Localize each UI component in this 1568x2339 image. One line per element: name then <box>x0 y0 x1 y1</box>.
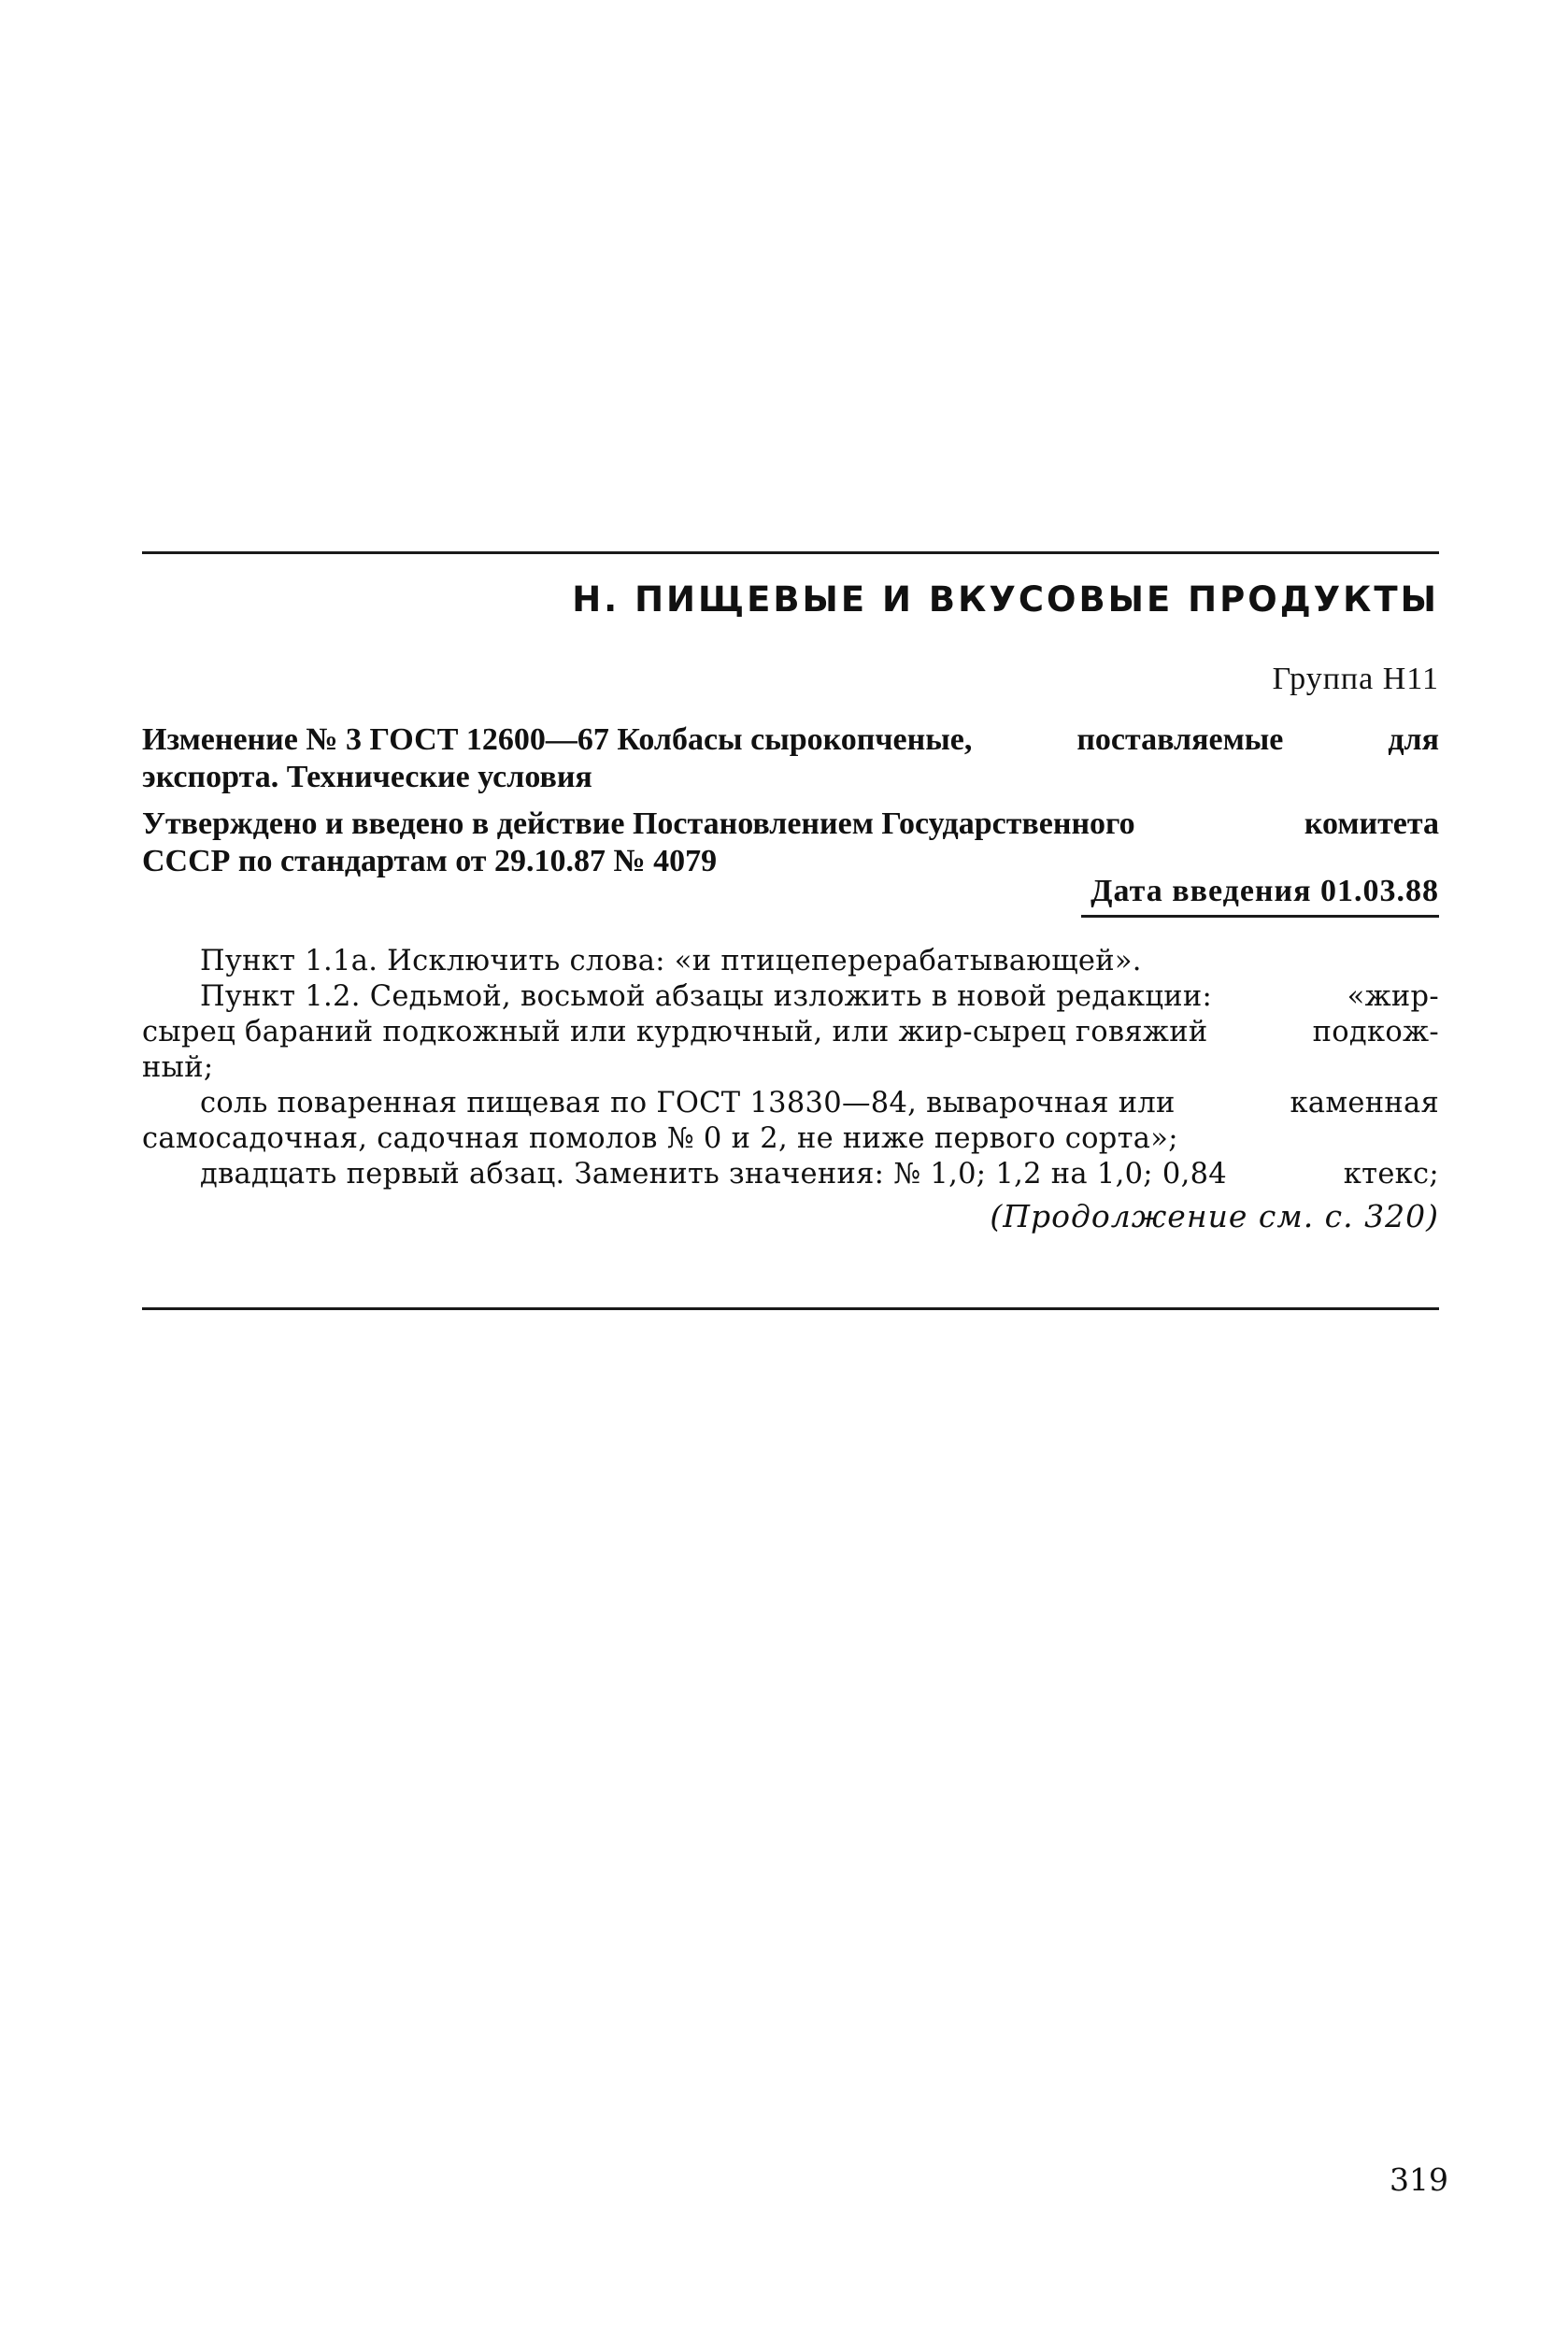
paragraph-2-line-3: ный; <box>142 1051 214 1084</box>
bottom-rule <box>142 1307 1439 1310</box>
text-run: ктекс; <box>1343 1158 1439 1191</box>
amendment-body <box>142 944 1439 1192</box>
continuation-note: (Продолжение см. с. 320) <box>990 1198 1439 1234</box>
page-number: 319 <box>1390 2161 1448 2198</box>
top-rule <box>142 551 1439 554</box>
approval-heading-word: комитета <box>1304 806 1439 841</box>
text-run: Пункт 1.2. Седьмой, восьмой абзацы изложить в новой редакции: <box>200 980 1213 1013</box>
introduction-date-wrap <box>142 874 1439 918</box>
paragraph-2-line-2 <box>142 1015 1439 1050</box>
approval-heading-word: Утверждено и введено в действие Постановлением Государственного <box>142 806 1135 841</box>
text-run: каменная <box>1290 1087 1439 1120</box>
group-code: Группа Н11 <box>1272 662 1439 696</box>
paragraph-3-line-1 <box>142 1086 1439 1121</box>
change-heading-line-1 <box>142 721 1439 759</box>
approval-heading-line-1 <box>142 806 1439 843</box>
text-run: подкож- <box>1312 1016 1439 1048</box>
change-heading-word: поставляемые <box>1076 722 1284 757</box>
paragraph-2-line-1 <box>142 979 1439 1015</box>
approval-heading <box>142 806 1439 880</box>
section-title: Н. ПИЩЕВЫЕ И ВКУСОВЫЕ ПРОДУКТЫ <box>572 579 1439 620</box>
approval-heading-line-2: СССР по стандартам от 29.10.87 № 4079 <box>142 844 718 878</box>
paragraph-1: Пункт 1.1а. Исключить слова: «и птицеперерабатывающей». <box>200 945 1142 977</box>
paragraph-3-line-2: самосадочная, садочная помолов № 0 и 2, не ниже первого сорта»; <box>142 1122 1178 1155</box>
text-run: «жир- <box>1347 980 1439 1013</box>
paragraph-4-line-1 <box>142 1157 1439 1192</box>
change-heading-word: Изменение № 3 ГОСТ 12600—67 Колбасы сырокопченые, <box>142 722 973 757</box>
change-heading <box>142 721 1439 796</box>
text-run: двадцать первый абзац. Заменить значения: № 1,0; 1,2 на 1,0; 0,84 <box>200 1158 1227 1191</box>
change-heading-line-2: экспорта. Технические условия <box>142 760 592 794</box>
text-run: сырец бараний подкожный или курдючный, или жир-сырец говяжий <box>142 1016 1208 1048</box>
introduction-date: Дата введения 01.03.88 <box>1081 874 1439 918</box>
text-run: соль поваренная пищевая по ГОСТ 13830—84, выварочная или <box>200 1087 1176 1120</box>
change-heading-word: для <box>1388 722 1439 757</box>
